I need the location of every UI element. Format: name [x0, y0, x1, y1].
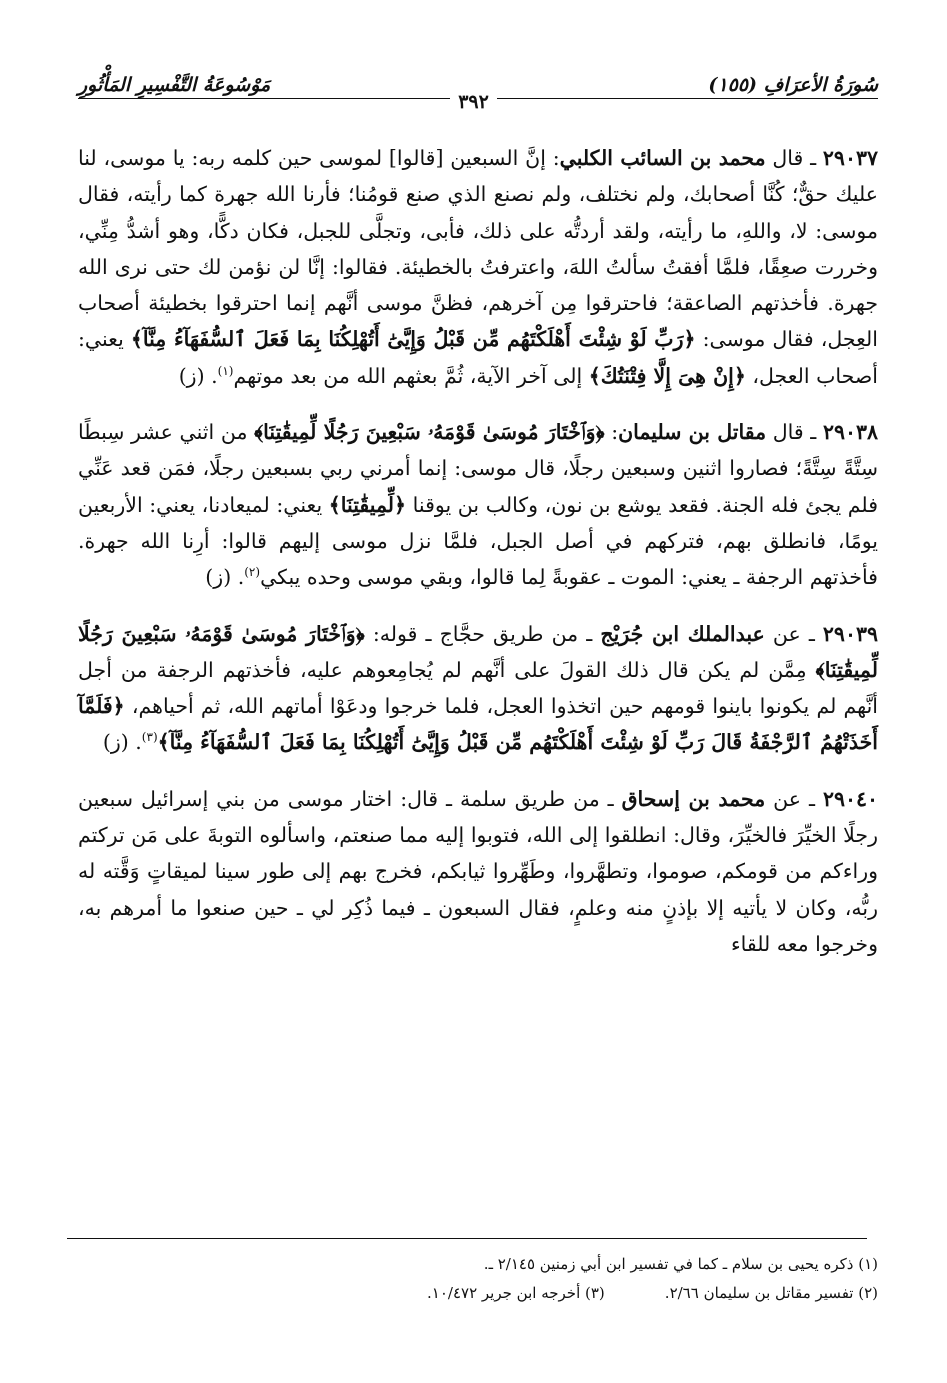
quran-quote: ﴿فَلَمَّآ أَخَذَتْهُمُ ٱلرَّجْفَةُ قَالَ رَبِّ لَوْ شِئْتَ أَهْلَكْتَهُم مِّن قَبْلُ وَإِيَّىَٰ أَتُهْلِكُنَا بِمَا فَعَلَ ٱلسُّفَهَآءُ مِنَّآ﴾: [78, 694, 878, 755]
entry-intro: ـ عن: [764, 621, 823, 646]
entry-text: ـ من طريق سلمة ـ قال: اختار موسى من بني إسرائيل سبعين رجلًا الخيِّرَ فالخيِّرَ، وقال: انطلقوا إلى الله، فتوبوا إليه مما صنعتم، واسألوه التوبةَ على مَن تركتم وراءكم من قومكم، صوموا، وتطهَّروا، وطَهِّروا ثيابكم، فخرج بهم إلى طور سينا لميقاتٍ وَقَّته له ربُّه، وكان لا يأتيه إلا بإذنٍ منه وعلمٍ، فقال السبعون ـ فيما ذُكِر لي ـ حين صنعوا ما أمرهم به، وخرجوا معه للقاء: [78, 786, 878, 956]
entry-tail: . (ز): [178, 363, 218, 388]
footnote-1: (١) ذكره يحيى بن سلام ـ كما في تفسير ابن أبي زمنين ٢/١٤٥ ـ.: [483, 1255, 878, 1273]
entry-intro: ـ عن: [765, 786, 823, 811]
footnote-3: (٣) أخرجه ابن جرير ١٠/٤٧٢.: [427, 1284, 605, 1302]
footnote-2: (٢) تفسير مقاتل بن سليمان ٢/٦٦.: [664, 1284, 878, 1302]
quran-quote: ﴿لِّمِيقَٰتِنَا﴾: [328, 492, 407, 517]
entry-number: ٢٩٠٤٠: [822, 786, 878, 811]
narrator-name: عبدالملك ابن جُرَيْج: [600, 621, 765, 646]
footnote-row: [78, 1279, 878, 1308]
entry-tail: . (ز): [102, 730, 142, 755]
page-number: ٣٩٢: [0, 91, 947, 113]
entry-text: من اثني عشر سِبطًا سِتَّةً سِتَّةً؛ فصاروا اثنين وسبعين رجلًا، قال موسى: إنما أمرني ربي بسبعين رجلًا، فمَن قعد عَنِّي فلم يجئ فله الجنة. فقعد يوشع بن نون، وكالب بن يوقنا: [78, 420, 879, 517]
entry-29037: [78, 140, 878, 394]
entry-text: : إنَّ السبعين [قالوا] لموسى حين كلمه ربه: يا موسى، لنا عليك حقٌّ؛ كُنَّا أصحابك، ولم نختلف، ولم نصنع الذي صنع قومُنا؛ فأرنا الله جهرة كما رأيته، فقال موسى: لا، واللهِ، ما رأيته، ولقد أردتُّه على ذلك، فأبى، وتجلَّى للجبل، فكان دكًّا، وهو أشدُّ مِنِّي، وخررت صعِقًا، فلمَّا أفقتُ سألتُ اللهَ، واعترفتُ بالخطيئة. فقالوا: إنَّا لن نؤمن لك حتى نرى الله جهرة. فأخذتهم الصاعقة؛ فاحترقوا مِن آخرهم، فظنَّ موسى أنَّهم إنما احترقوا بخطيئة أصحاب العِجل، فقال موسى:: [78, 146, 878, 352]
entry-29038: [78, 414, 878, 595]
entry-text: ـ من طريق حجَّاج ـ قوله:: [364, 621, 601, 646]
entry-text: :: [604, 420, 619, 445]
footnote-ref: (٣): [141, 730, 158, 745]
entry-tail: . (ز): [205, 565, 245, 590]
entry-text: إلى آخر الآية، ثُمَّ بعثهم الله من بعد موتهم: [233, 363, 589, 388]
entry-intro: ـ قال: [766, 420, 823, 445]
book-title-header: مَوْسُوعَةُ التَّفْسِيرِ المَأْثُورِ: [78, 74, 271, 96]
entry-text: يعني: لميعادنا، يعني: الأربعين يومًا، فانطلق بهم، فتركهم في أصل الجبل، فلمَّا نزل موسى إليهم قالوا: أرِنا الله جهرة. فأخذتهم الرجفة ـ يعني: الموت ـ عقوبةً لِما قالوا، وبقي موسى وحده يبكي: [78, 492, 878, 590]
quran-quote: ﴿وَٱخْتَارَ مُوسَىٰ قَوْمَهُۥ سَبْعِينَ رَجُلًا لِّمِيقَٰتِنَا﴾: [78, 621, 878, 682]
footnote-ref: (٢): [244, 565, 261, 580]
entry-intro: ـ قال: [765, 146, 823, 170]
footnote-ref: (١): [217, 363, 234, 378]
entry-29040: [78, 781, 878, 962]
entry-number: ٢٩٠٣٨: [822, 420, 878, 445]
entry-number: ٢٩٠٣٧: [822, 146, 878, 170]
entry-text: يعني: أصحاب العجل،: [78, 327, 878, 388]
entry-29039: [78, 616, 878, 761]
quran-quote: ﴿وَٱخْتَارَ مُوسَىٰ قَوْمَهُۥ سَبْعِينَ رَجُلًا لِّمِيقَٰتِنَا﴾: [254, 420, 605, 445]
narrator-name: مقاتل بن سليمان: [618, 420, 767, 445]
quran-quote: ﴿إِنْ هِىَ إِلَّا فِتْنَتُكَ﴾: [588, 363, 746, 388]
main-text: [78, 140, 878, 982]
footnotes: [78, 1250, 878, 1308]
entry-text: مِمَّن لم يكن قال ذلك القولَ على أنَّهم لم يُجامِعوهم عليه، فأخذتهم الرجفة من أجل أنَّهم لم يكونوا باينوا قومهم حين اتخذوا العجل، فلما خرجوا ودعَوْا أماتهم الله، ثم أحياهم،: [78, 657, 878, 719]
quran-quote: ﴿رَبِّ لَوْ شِئْتَ أَهْلَكْتَهُم مِّن قَبْلُ وَإِيَّىَٰ أَتُهْلِكُنَا بِمَا فَعَلَ ٱلسُّفَهَآءُ مِنَّآ﴾: [130, 327, 696, 352]
narrator-name: محمد بن السائب الكلبي: [559, 146, 766, 170]
entry-number: ٢٩٠٣٩: [822, 621, 878, 646]
footnote-rule: [67, 1238, 867, 1239]
narrator-name: محمد بن إسحاق: [621, 786, 766, 811]
surah-header: سُورَةُ الأعرَافِ (١٥٥): [708, 74, 878, 96]
